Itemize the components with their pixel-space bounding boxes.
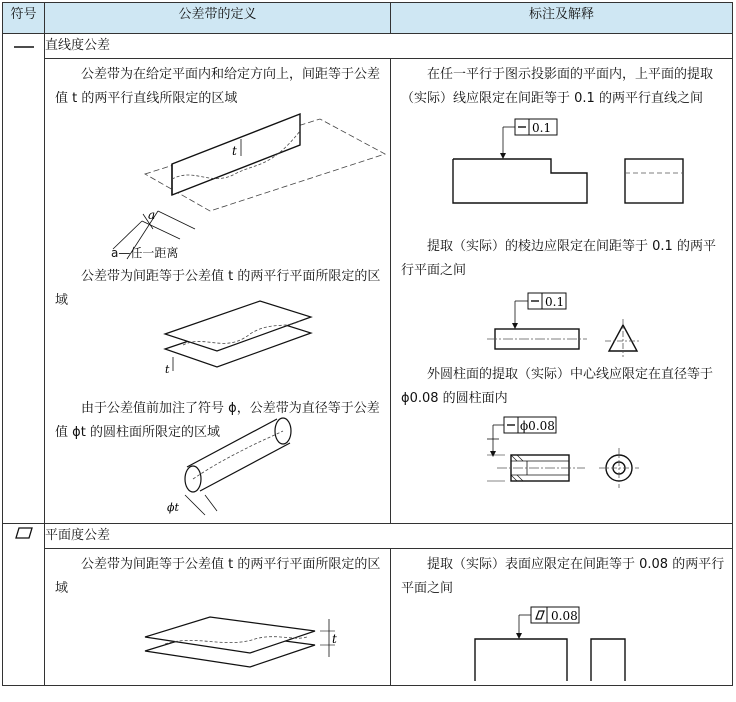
straightness-def1-text: 公差带为在给定平面内和给定方向上，间距等于公差值 t 的两平行直线所限定的区域	[55, 67, 381, 106]
straightness-annotation-cell	[391, 59, 733, 524]
header-symbol: 符号	[3, 3, 45, 34]
ann1-frame-value: 0.1	[532, 121, 552, 135]
straightness-definition-cell	[45, 59, 391, 524]
tolerance-table	[2, 2, 733, 686]
flatness-symbol-cell	[3, 524, 45, 686]
straightness-ann1-text: 在任一平行于图示投影面的平面内，上平面的提取（实际）线应限定在间距等于 0.1 的两平行直线之间	[401, 67, 714, 106]
straightness-symbol-cell	[3, 34, 45, 524]
straightness-symbol-icon	[14, 45, 34, 49]
flatness-ann1-text: 提取（实际）表面应限定在间距等于 0.08 的两平行平面之间	[401, 557, 725, 596]
straightness-section-title: 直线度公差	[45, 34, 733, 59]
header-annotation: 标注及解释	[391, 3, 733, 34]
flatness-fig-ann1	[391, 549, 733, 685]
flatness-def1-text: 公差带为间距等于公差值 t 的两平行平面所限定的区域	[55, 557, 381, 596]
flatness-definition-cell	[45, 549, 391, 686]
ann3-frame-value: ϕ0.08	[520, 419, 555, 433]
straightness-ann3-text: 外圆柱面的提取（实际）中心线应限定在直径等于 ϕ0.08 的圆柱面内	[401, 367, 714, 406]
straightness-ann2-text: 提取（实际）的棱边应限定在间距等于 0.1 的两平行平面之间	[401, 239, 716, 278]
fig2-label-t: t	[165, 363, 170, 376]
straightness-def2-text: 公差带为间距等于公差值 t 的两平行平面所限定的区域	[55, 269, 381, 308]
flatness-annotation-cell	[391, 549, 733, 686]
fig1-label-t: t	[232, 144, 237, 158]
fig3-label-phit: ϕt	[167, 501, 179, 514]
flatness-symbol-icon	[15, 527, 33, 539]
flatness-fig-label-t: t	[332, 632, 337, 646]
ann2-frame-value: 0.1	[545, 295, 565, 309]
straightness-def3-text: 由于公差值前加注了符号 ϕ，公差带为直径等于公差值 ϕt 的圆柱面所限定的区域	[55, 401, 380, 440]
flatness-fig1	[45, 549, 391, 685]
flatness-section-title: 平面度公差	[45, 524, 733, 549]
straightness-def1-caption: a—任一距离	[111, 246, 179, 260]
header-definition: 公差带的定义	[45, 3, 391, 34]
flatness-frame-value: 0.08	[551, 609, 578, 623]
straightness-fig-ann1	[391, 59, 733, 523]
fig1-label-a: a	[148, 208, 156, 222]
